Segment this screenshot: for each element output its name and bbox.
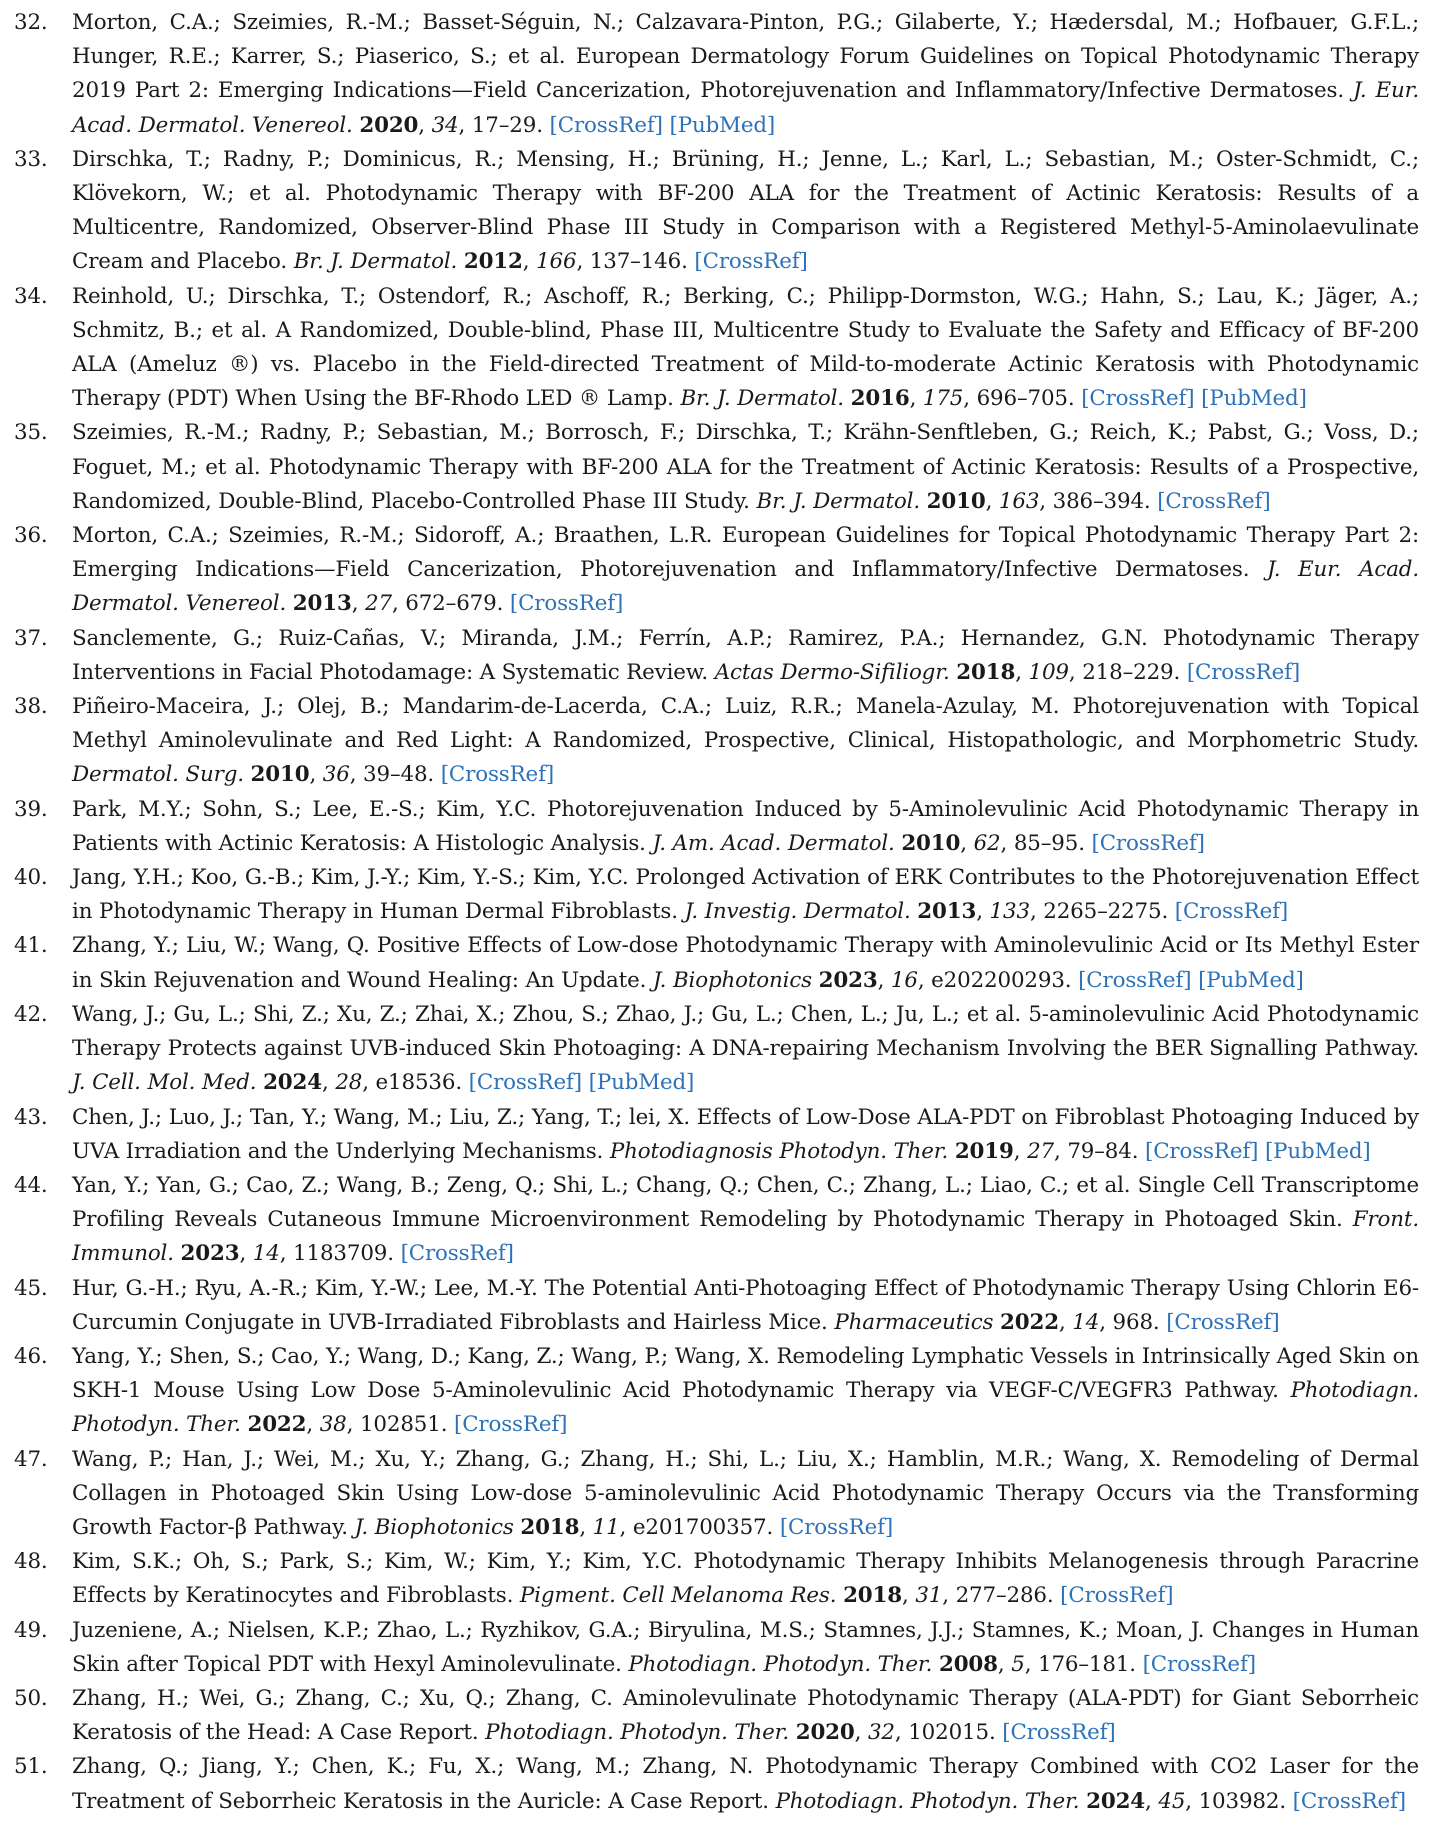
crossref-link[interactable]: [CrossRef] bbox=[1142, 1651, 1256, 1677]
volume: 31 bbox=[915, 1583, 943, 1609]
reference-list bbox=[14, 6, 1419, 1819]
reference-text: Kim, S.K.; Oh, S.; Park, S.; Kim, W.; Kim, Y.; Kim, Y.C. Photodynamic Therapy Inhibits Melanogenesis through Paracrine Effects by Keratinocytes and Fibroblasts. bbox=[72, 1549, 1419, 1609]
crossref-link[interactable]: [CrossRef] bbox=[454, 1412, 568, 1438]
reference-links bbox=[996, 1720, 1116, 1745]
crossref-link[interactable]: [CrossRef] bbox=[440, 762, 555, 788]
crossref-link[interactable]: [CrossRef] bbox=[779, 1514, 894, 1540]
publication-year: 2023 bbox=[180, 1241, 240, 1267]
reference-links bbox=[773, 1515, 893, 1540]
reference-links bbox=[688, 249, 808, 274]
reference-text: Jang, Y.H.; Koo, G.-B.; Kim, J.-Y.; Kim, Y.-S.; Kim, Y.C. Prolonged Activation of ERK Contributes to the Photorejuvenation Effect in Photodynamic Therapy in Human Dermal Fibroblasts. bbox=[72, 865, 1419, 925]
reference-number: 40. bbox=[14, 865, 48, 891]
journal-name: J. Eur. Acad. Dermatol. Venereol. bbox=[72, 78, 1419, 138]
crossref-link[interactable]: [CrossRef] bbox=[1145, 1138, 1259, 1164]
journal-name: Photodiagn. Photodyn. Ther. bbox=[485, 1720, 790, 1746]
journal-name: J. Cell. Mol. Med. bbox=[72, 1070, 257, 1096]
pages: 968. bbox=[1112, 1309, 1160, 1335]
reference-item bbox=[14, 280, 1419, 417]
crossref-link[interactable]: [CrossRef] bbox=[549, 112, 663, 138]
reference-number: 35. bbox=[14, 420, 48, 446]
reference-body: Wang, J.; Gu, L.; Shi, Z.; Xu, Z.; Zhai, X.; Zhou, S.; Zhao, J.; Gu, L.; Chen, L.; Ju, L.; et al. 5-aminolevulinic Acid Photodynamic Therapy Protects against UVB-induced Skin Photoaging: A DNA-repairing Mechanism Involving the BER Signalling Pathway. J. Cell. Mol. Med. 2024, 28, e18536. [CrossRef] [PubMed] bbox=[72, 1001, 1419, 1096]
pages: 696–705. bbox=[976, 386, 1075, 412]
journal-name: J. Investig. Dermatol. bbox=[684, 899, 911, 925]
reference-item bbox=[14, 1169, 1419, 1272]
reference-text: Dirschka, T.; Radny, P.; Dominicus, R.; Mensing, H.; Brüning, H.; Jenne, L.; Karl, L.; Sebastian, M.; Oster-Schmidt, C.; Klövekorn, W.; et al. Photodynamic Therapy with BF-200 ALA for the Treatment of Actinic Keratosis: Results of a Multicentre, Randomized, Observer-Blind Phase III Study in Comparison with a Registered Methyl-5-Aminolaevulinate Cream and Placebo. bbox=[72, 146, 1419, 275]
volume: 27 bbox=[1027, 1138, 1054, 1164]
reference-text: Sanclemente, G.; Ruiz-Cañas, V.; Miranda, J.M.; Ferrín, A.P.; Ramirez, P.A.; Hernandez, G.N. Photodynamic Therapy Interventions in Facial Photodamage: A Systematic Review. bbox=[72, 625, 1419, 685]
journal-name: Front. Immunol. bbox=[72, 1207, 1419, 1267]
reference-text: Hur, G.-H.; Ryu, A.-R.; Kim, Y.-W.; Lee, M.-Y. The Potential Anti-Photoaging Effect of Photodynamic Therapy Using Chlorin E6-Curcumin Conjugate in UVB-Irradiated Fibroblasts and Hairless Mice. bbox=[72, 1275, 1419, 1335]
pages: 102851. bbox=[359, 1412, 448, 1438]
reference-text: Wang, P.; Han, J.; Wei, M.; Xu, Y.; Zhang, G.; Zhang, H.; Shi, L.; Liu, X.; Hamblin, M.R.; Wang, X. Remodeling of Dermal Collagen in Photoaged Skin Using Low-dose 5-aminolevulinic Acid Photodynamic Therapy Occurs via the Transforming Growth Factor-β Pathway. bbox=[72, 1446, 1419, 1540]
reference-item bbox=[14, 929, 1419, 997]
publication-year: 2024 bbox=[1086, 1788, 1146, 1814]
crossref-link[interactable]: [CrossRef] bbox=[1060, 1583, 1174, 1609]
reference-links bbox=[1136, 1652, 1256, 1677]
reference-links bbox=[447, 1412, 567, 1437]
pubmed-link[interactable]: [PubMed] bbox=[1264, 1138, 1371, 1164]
reference-links bbox=[1286, 1789, 1406, 1814]
crossref-link[interactable]: [CrossRef] bbox=[1292, 1788, 1406, 1814]
journal-name: Pigment. Cell Melanoma Res. bbox=[519, 1583, 837, 1609]
reference-links bbox=[543, 113, 775, 138]
publication-year: 2013 bbox=[917, 899, 977, 925]
reference-body: Morton, C.A.; Szeimies, R.-M.; Basset-Séguin, N.; Calzavara-Pinton, P.G.; Gilaberte, Y.; Hædersdal, M.; Hofbauer, G.F.L.; Hunger, R.E.; Karrer, S.; Piaserico, S.; et al. European Dermatology Forum Guidelines on Topical Photodynamic Therapy 2019 Part 2: Emerging Indications—Field Cancerization, Photorejuvenation and Inflammatory/Infective Dermatoses. J. Eur. Acad. Dermatol. Venereol. 2020, 34, 17–29. [CrossRef] [PubMed] bbox=[72, 10, 1419, 138]
reference-body: Zhang, H.; Wei, G.; Zhang, C.; Xu, Q.; Zhang, C. Aminolevulinate Photodynamic Therapy (ALA-PDT) for Giant Seborrheic Keratosis of the Head: A Case Report. Photodiagn. Photodyn. Ther. 2020, 32, 102015. [CrossRef] bbox=[72, 1685, 1419, 1746]
journal-name: Br. J. Dermatol. bbox=[680, 386, 844, 412]
reference-text: Yang, Y.; Shen, S.; Cao, Y.; Wang, D.; Kang, Z.; Wang, P.; Wang, X. Remodeling Lymphatic Vessels in Intrinsically Aged Skin on SKH-1 Mouse Using Low Dose 5-Aminolevulinic Acid Photodynamic Therapy via VEGF-C/VEGFR3 Pathway. bbox=[72, 1343, 1419, 1404]
reference-number: 37. bbox=[14, 625, 48, 651]
crossref-link[interactable]: [CrossRef] bbox=[468, 1070, 582, 1096]
crossref-link[interactable]: [CrossRef] bbox=[1078, 967, 1192, 993]
reference-links bbox=[1054, 1583, 1174, 1608]
journal-name: Photodiagn. Photodyn. Ther. bbox=[775, 1788, 1080, 1814]
reference-item bbox=[14, 998, 1419, 1101]
reference-body: Jang, Y.H.; Koo, G.-B.; Kim, J.-Y.; Kim, Y.-S.; Kim, Y.C. Prolonged Activation of ERK Contributes to the Photorejuvenation Effect in Photodynamic Therapy in Human Dermal Fibroblasts. J. Investig. Dermatol. 2013, 133, 2265–2275. [CrossRef] bbox=[72, 865, 1419, 925]
reference-links bbox=[1151, 489, 1271, 514]
reference-number: 45. bbox=[14, 1275, 48, 1301]
publication-year: 2022 bbox=[247, 1412, 307, 1438]
volume: 166 bbox=[536, 249, 577, 275]
publication-year: 2012 bbox=[463, 249, 523, 275]
pages: 176–181. bbox=[1038, 1651, 1136, 1677]
journal-name: Pharmaceutics bbox=[834, 1309, 994, 1335]
volume: 163 bbox=[998, 488, 1040, 514]
reference-number: 50. bbox=[14, 1685, 48, 1711]
journal-name: J. Biophotonics bbox=[354, 1514, 514, 1540]
crossref-link[interactable]: [CrossRef] bbox=[1002, 1720, 1116, 1746]
crossref-link[interactable]: [CrossRef] bbox=[694, 249, 808, 275]
volume: 62 bbox=[973, 830, 1001, 856]
reference-item bbox=[14, 622, 1419, 690]
journal-name: Br. J. Dermatol. bbox=[756, 488, 920, 514]
pages: 386–394. bbox=[1052, 488, 1151, 514]
publication-year: 2010 bbox=[901, 830, 961, 856]
journal-name: Photodiagnosis Photodyn. Ther. bbox=[609, 1138, 949, 1164]
pubmed-link[interactable]: [PubMed] bbox=[588, 1070, 695, 1096]
reference-text: Piñeiro-Maceira, J.; Olej, B.; Mandarim-de-Lacerda, C.A.; Luiz, R.R.; Manela-Azulay, M. Photorejuvenation with Topical Methyl Aminolevulinate and Red Light: A Randomized, Prospective, Clinical, Histopathologic, and Morphometric Study. bbox=[72, 694, 1419, 754]
journal-name: J. Eur. Acad. Dermatol. Venereol. bbox=[72, 557, 1419, 617]
reference-body: Chen, J.; Luo, J.; Tan, Y.; Wang, M.; Liu, Z.; Yang, T.; lei, X. Effects of Low-Dose ALA-PDT on Fibroblast Photoaging Induced by UVA Irradiation and the Underlying Mechanisms. Photodiagnosis Photodyn. Ther. 2019, 27, 79–84. [CrossRef] [PubMed] bbox=[72, 1104, 1419, 1164]
publication-year: 2019 bbox=[954, 1138, 1014, 1164]
publication-year: 2020 bbox=[359, 112, 419, 138]
volume: 27 bbox=[365, 591, 392, 617]
pages: 218–229. bbox=[1082, 659, 1181, 685]
volume: 28 bbox=[335, 1070, 363, 1096]
publication-year: 2022 bbox=[1000, 1309, 1059, 1335]
volume: 16 bbox=[890, 967, 918, 993]
crossref-link[interactable]: [CrossRef] bbox=[509, 591, 624, 617]
reference-links bbox=[434, 762, 554, 787]
publication-year: 2023 bbox=[818, 967, 878, 993]
reference-number: 36. bbox=[14, 523, 48, 549]
reference-body: Yan, Y.; Yan, G.; Cao, Z.; Wang, B.; Zeng, Q.; Shi, L.; Chang, Q.; Chen, C.; Zhang, L.; Liao, C.; et al. Single Cell Transcriptome Profiling Reveals Cutaneous Immune Microenvironment Remodeling by Photodynamic Therapy in Photoaged Skin. Front. Immunol. 2023, 14, 1183709. [CrossRef] bbox=[72, 1172, 1419, 1267]
reference-number: 44. bbox=[14, 1172, 48, 1198]
reference-text: Wang, J.; Gu, L.; Shi, Z.; Xu, Z.; Zhai, X.; Zhou, S.; Zhao, J.; Gu, L.; Chen, L.; Ju, L.; et al. 5-aminolevulinic Acid Photodynamic Therapy Protects against UVB-induced Skin Photoaging: A DNA-repairing Mechanism Involving the BER Signalling Pathway. bbox=[72, 1001, 1419, 1062]
reference-item bbox=[14, 1443, 1419, 1546]
journal-name: Photodiagn. Photodyn. Ther. bbox=[72, 1378, 1419, 1438]
crossref-link[interactable]: [CrossRef] bbox=[1166, 1309, 1280, 1335]
reference-links bbox=[1075, 386, 1307, 411]
reference-body: Juzeniene, A.; Nielsen, K.P.; Zhao, L.; Ryzhikov, G.A.; Biryulina, M.S.; Stamnes, J.J.; Stamnes, K.; Moan, J. Changes in Human Skin after Topical PDT with Hexyl Aminolevulinate. Photodiagn. Photodyn. Ther. 2008, 5, 176–181. [CrossRef] bbox=[72, 1617, 1419, 1677]
reference-text: Morton, C.A.; Szeimies, R.-M.; Basset-Séguin, N.; Calzavara-Pinton, P.G.; Gilaberte, Y.; Hædersdal, M.; Hofbauer, G.F.L.; Hunger, R.E.; Karrer, S.; Piaserico, S.; et al. European Dermatology Forum Guidelines on Topical Photodynamic Therapy 2019 Part 2: Emerging Indications—Field Cancerization, Photorejuvenation and Inflammatory/Infective Dermatoses. bbox=[72, 10, 1419, 104]
reference-item bbox=[14, 1682, 1419, 1750]
pubmed-link[interactable]: [PubMed] bbox=[1201, 386, 1307, 412]
reference-number: 49. bbox=[14, 1617, 48, 1643]
reference-body: Morton, C.A.; Szeimies, R.-M.; Sidoroff, A.; Braathen, L.R. European Guidelines for Topical Photodynamic Therapy Part 2: Emerging Indications—Field Cancerization, Photorejuvenation and Inflammatory/Infective Dermatoses. J. Eur. Acad. Dermatol. Venereol. 2013, 27, 672–679. [CrossRef] bbox=[72, 523, 1419, 617]
volume: 109 bbox=[1028, 659, 1069, 685]
volume: 32 bbox=[867, 1720, 895, 1746]
reference-item bbox=[14, 1750, 1419, 1818]
reference-item bbox=[14, 690, 1419, 793]
publication-year: 2008 bbox=[938, 1651, 998, 1677]
volume: 34 bbox=[431, 112, 459, 138]
reference-body: Szeimies, R.-M.; Radny, P.; Sebastian, M.; Borrosch, F.; Dirschka, T.; Krähn-Senftleben, G.; Reich, K.; Pabst, G.; Voss, D.; Foguet, M.; et al. Photodynamic Therapy with BF-200 ALA for the Treatment of Actinic Keratosis: Results of a Prospective, Randomized, Double-Blind, Placebo-Controlled Phase III Study. Br. J. Dermatol. 2010, 163, 386–394. [CrossRef] bbox=[72, 420, 1419, 514]
volume: 45 bbox=[1158, 1788, 1186, 1814]
reference-item bbox=[14, 143, 1419, 280]
crossref-link[interactable]: [CrossRef] bbox=[1157, 488, 1271, 514]
reference-text: Szeimies, R.-M.; Radny, P.; Sebastian, M.; Borrosch, F.; Dirschka, T.; Krähn-Senftleben, G.; Reich, K.; Pabst, G.; Voss, D.; Foguet, M.; et al. Photodynamic Therapy with BF-200 ALA for the Treatment of Actinic Keratosis: Results of a Prospective, Randomized, Double-Blind, Placebo-Controlled Phase III Study. bbox=[72, 420, 1419, 514]
reference-number: 47. bbox=[14, 1446, 48, 1472]
reference-item bbox=[14, 1340, 1419, 1443]
reference-text: Zhang, Y.; Liu, W.; Wang, Q. Positive Effects of Low-dose Photodynamic Therapy with Aminolevulinic Acid or Its Methyl Ester in Skin Rejuvenation and Wound Healing: An Update. bbox=[72, 933, 1419, 993]
pages: 39–48. bbox=[363, 762, 435, 788]
volume: 11 bbox=[592, 1514, 620, 1540]
pages: 79–84. bbox=[1067, 1138, 1139, 1164]
publication-year: 2010 bbox=[250, 762, 310, 788]
crossref-link[interactable]: [CrossRef] bbox=[1091, 830, 1205, 856]
publication-year: 2018 bbox=[956, 659, 1016, 685]
pages: 85–95. bbox=[1013, 830, 1085, 856]
volume: 5 bbox=[1011, 1651, 1025, 1677]
crossref-link[interactable]: [CrossRef] bbox=[1174, 899, 1289, 925]
reference-text: Yan, Y.; Yan, G.; Cao, Z.; Wang, B.; Zeng, Q.; Shi, L.; Chang, Q.; Chen, C.; Zhang, L.; Liao, C.; et al. Single Cell Transcriptome Profiling Reveals Cutaneous Immune Microenvironment Remodeling by Photodynamic Therapy in Photoaged Skin. bbox=[72, 1172, 1419, 1233]
reference-links bbox=[1071, 968, 1303, 993]
reference-text: Park, M.Y.; Sohn, S.; Lee, E.-S.; Kim, Y.C. Photorejuvenation Induced by 5-Aminolevulinic Acid Photodynamic Therapy in Patients with Actinic Keratosis: A Histologic Analysis. bbox=[72, 796, 1419, 856]
reference-body: Reinhold, U.; Dirschka, T.; Ostendorf, R.; Aschoff, R.; Berking, C.; Philipp-Dormston, W.G.; Hahn, S.; Lau, K.; Jäger, A.; Schmitz, B.; et al. A Randomized, Double-blind, Phase III, Multicentre Study to Evaluate the Safety and Efficacy of BF-200 ALA (Ameluz ®) vs. Placebo in the Field-directed Treatment of Mild-to-moderate Actinic Keratosis with Photodynamic Therapy (PDT) When Using the BF-Rhodo LED ® Lamp. Br. J. Dermatol. 2016, 175, 696–705. [CrossRef] [PubMed] bbox=[72, 283, 1419, 412]
pages: 103982. bbox=[1198, 1788, 1286, 1814]
pages: e202200293. bbox=[931, 967, 1072, 993]
reference-item bbox=[14, 1614, 1419, 1682]
reference-body: Sanclemente, G.; Ruiz-Cañas, V.; Miranda, J.M.; Ferrín, A.P.; Ramirez, P.A.; Hernandez, G.N. Photodynamic Therapy Interventions in Facial Photodamage: A Systematic Review. Actas Dermo-Sifiliogr. 2018, 109, 218–229. [CrossRef] bbox=[72, 625, 1419, 685]
reference-links bbox=[394, 1241, 514, 1266]
reference-body: Hur, G.-H.; Ryu, A.-R.; Kim, Y.-W.; Lee, M.-Y. The Potential Anti-Photoaging Effect of Photodynamic Therapy Using Chlorin E6-Curcumin Conjugate in UVB-Irradiated Fibroblasts and Hairless Mice. Pharmaceutics 2022, 14, 968. [CrossRef] bbox=[72, 1275, 1419, 1335]
pages: 1183709. bbox=[293, 1241, 394, 1267]
reference-item bbox=[14, 861, 1419, 929]
pages: 277–286. bbox=[955, 1583, 1054, 1609]
volume: 175 bbox=[922, 386, 964, 412]
reference-body: Kim, S.K.; Oh, S.; Park, S.; Kim, W.; Kim, Y.; Kim, Y.C. Photodynamic Therapy Inhibits Melanogenesis through Paracrine Effects by Keratinocytes and Fibroblasts. Pigment. Cell Melanoma Res. 2018, 31, 277–286. [CrossRef] bbox=[72, 1549, 1419, 1609]
reference-number: 33. bbox=[14, 146, 48, 172]
publication-year: 2018 bbox=[520, 1514, 580, 1540]
journal-name: J. Biophotonics bbox=[652, 967, 813, 993]
journal-name: Photodiagn. Photodyn. Ther. bbox=[628, 1651, 933, 1677]
reference-number: 32. bbox=[14, 10, 48, 35]
reference-number: 38. bbox=[14, 694, 48, 720]
pages: e18536. bbox=[375, 1070, 463, 1096]
crossref-link[interactable]: [CrossRef] bbox=[400, 1241, 514, 1267]
publication-year: 2016 bbox=[850, 386, 910, 412]
reference-links bbox=[1160, 1310, 1280, 1335]
journal-name: Br. J. Dermatol. bbox=[293, 249, 458, 275]
pubmed-link[interactable]: [PubMed] bbox=[669, 112, 776, 138]
journal-name: Actas Dermo-Sifiliogr. bbox=[714, 659, 950, 685]
reference-number: 46. bbox=[14, 1343, 48, 1369]
pages: 137–146. bbox=[589, 249, 688, 275]
reference-links bbox=[1180, 660, 1300, 685]
reference-text: Juzeniene, A.; Nielsen, K.P.; Zhao, L.; Ryzhikov, G.A.; Biryulina, M.S.; Stamnes, J.J.; Stamnes, K.; Moan, J. Changes in Human Skin after Topical PDT with Hexyl Aminolevulinate. bbox=[72, 1617, 1419, 1677]
publication-year: 2020 bbox=[795, 1720, 855, 1746]
reference-body: Zhang, Y.; Liu, W.; Wang, Q. Positive Effects of Low-dose Photodynamic Therapy with Aminolevulinic Acid or Its Methyl Ester in Skin Rejuvenation and Wound Healing: An Update. J. Biophotonics 2023, 16, e202200293. [CrossRef] [PubMed] bbox=[72, 933, 1419, 993]
reference-body: Wang, P.; Han, J.; Wei, M.; Xu, Y.; Zhang, G.; Zhang, H.; Shi, L.; Liu, X.; Hamblin, M.R.; Wang, X. Remodeling of Dermal Collagen in Photoaged Skin Using Low-dose 5-aminolevulinic Acid Photodynamic Therapy Occurs via the Transforming Growth Factor-β Pathway. J. Biophotonics 2018, 11, e201700357. [CrossRef] bbox=[72, 1446, 1419, 1540]
volume: 36 bbox=[322, 762, 350, 788]
reference-body: Dirschka, T.; Radny, P.; Dominicus, R.; Mensing, H.; Brüning, H.; Jenne, L.; Karl, L.; Sebastian, M.; Oster-Schmidt, C.; Klövekorn, W.; et al. Photodynamic Therapy with BF-200 ALA for the Treatment of Actinic Keratosis: Results of a Multicentre, Randomized, Observer-Blind Phase III Study in Comparison with a Registered Methyl-5-Aminolaevulinate Cream and Placebo. Br. J. Dermatol. 2012, 166, 137–146. [CrossRef] bbox=[72, 146, 1419, 275]
publication-year: 2018 bbox=[843, 1583, 903, 1609]
volume: 133 bbox=[989, 899, 1030, 925]
pages: e201700357. bbox=[632, 1514, 774, 1540]
reference-number: 42. bbox=[14, 1001, 48, 1027]
pages: 2265–2275. bbox=[1043, 899, 1169, 925]
publication-year: 2013 bbox=[292, 591, 352, 617]
reference-item bbox=[14, 6, 1419, 143]
reference-item bbox=[14, 416, 1419, 519]
reference-body: Zhang, Q.; Jiang, Y.; Chen, K.; Fu, X.; Wang, M.; Zhang, N. Photodynamic Therapy Combined with CO2 Laser for the Treatment of Seborrheic Keratosis in the Auricle: A Case Report. Photodiagn. Photodyn. Ther. 2024, 45, 103982. [CrossRef] bbox=[72, 1754, 1419, 1814]
crossref-link[interactable]: [CrossRef] bbox=[1186, 659, 1301, 685]
reference-number: 43. bbox=[14, 1104, 48, 1130]
reference-links bbox=[1138, 1139, 1370, 1164]
reference-number: 41. bbox=[14, 933, 48, 959]
volume: 14 bbox=[252, 1241, 280, 1267]
reference-item bbox=[14, 1101, 1419, 1169]
pubmed-link[interactable]: [PubMed] bbox=[1198, 967, 1304, 993]
reference-links bbox=[503, 591, 623, 616]
reference-text: Chen, J.; Luo, J.; Tan, Y.; Wang, M.; Liu, Z.; Yang, T.; lei, X. Effects of Low-Dose ALA-PDT on Fibroblast Photoaging Induced by UVA Irradiation and the Underlying Mechanisms. bbox=[72, 1104, 1419, 1164]
reference-links bbox=[1168, 899, 1288, 924]
publication-year: 2010 bbox=[926, 488, 986, 514]
reference-text: Zhang, Q.; Jiang, Y.; Chen, K.; Fu, X.; Wang, M.; Zhang, N. Photodynamic Therapy Combined with CO2 Laser for the Treatment of Seborrheic Keratosis in the Auricle: A Case Report. bbox=[72, 1754, 1419, 1814]
reference-item bbox=[14, 519, 1419, 622]
reference-text: Zhang, H.; Wei, G.; Zhang, C.; Xu, Q.; Zhang, C. Aminolevulinate Photodynamic Therapy (ALA-PDT) for Giant Seborrheic Keratosis of the Head: A Case Report. bbox=[72, 1685, 1419, 1746]
reference-item bbox=[14, 793, 1419, 861]
volume: 14 bbox=[1072, 1309, 1100, 1335]
reference-number: 34. bbox=[14, 283, 48, 309]
reference-links bbox=[462, 1070, 694, 1095]
reference-text: Reinhold, U.; Dirschka, T.; Ostendorf, R.; Aschoff, R.; Berking, C.; Philipp-Dormston, W.G.; Hahn, S.; Lau, K.; Jäger, A.; Schmitz, B.; et al. A Randomized, Double-blind, Phase III, Multicentre Study to Evaluate the Safety and Efficacy of BF-200 ALA (Ameluz ®) vs. Placebo in the Field-directed Treatment of Mild-to-moderate Actinic Keratosis with Photodynamic Therapy (PDT) When Using the BF-Rhodo LED ® Lamp. bbox=[72, 283, 1419, 412]
crossref-link[interactable]: [CrossRef] bbox=[1081, 386, 1195, 412]
reference-item bbox=[14, 1272, 1419, 1340]
reference-number: 51. bbox=[14, 1754, 48, 1780]
pages: 102015. bbox=[908, 1720, 996, 1746]
reference-item bbox=[14, 1545, 1419, 1613]
reference-body: Park, M.Y.; Sohn, S.; Lee, E.-S.; Kim, Y.C. Photorejuvenation Induced by 5-Aminolevulinic Acid Photodynamic Therapy in Patients with Actinic Keratosis: A Histologic Analysis. J. Am. Acad. Dermatol. 2010, 62, 85–95. [CrossRef] bbox=[72, 796, 1419, 856]
pages: 17–29. bbox=[471, 112, 543, 138]
journal-name: J. Am. Acad. Dermatol. bbox=[652, 830, 895, 856]
reference-body: Piñeiro-Maceira, J.; Olej, B.; Mandarim-de-Lacerda, C.A.; Luiz, R.R.; Manela-Azulay, M. Photorejuvenation with Topical Methyl Aminolevulinate and Red Light: A Randomized, Prospective, Clinical, Histopathologic, and Morphometric Study. Dermatol. Surg. 2010, 36, 39–48. [CrossRef] bbox=[72, 694, 1419, 788]
reference-body: Yang, Y.; Shen, S.; Cao, Y.; Wang, D.; Kang, Z.; Wang, P.; Wang, X. Remodeling Lymphatic Vessels in Intrinsically Aged Skin on SKH-1 Mouse Using Low Dose 5-Aminolevulinic Acid Photodynamic Therapy via VEGF-C/VEGFR3 Pathway. Photodiagn. Photodyn. Ther. 2022, 38, 102851. [CrossRef] bbox=[72, 1343, 1419, 1438]
reference-number: 48. bbox=[14, 1549, 48, 1575]
reference-links bbox=[1085, 831, 1205, 856]
reference-text: Morton, C.A.; Szeimies, R.-M.; Sidoroff, A.; Braathen, L.R. European Guidelines for Topical Photodynamic Therapy Part 2: Emerging Indications—Field Cancerization, Photorejuvenation and Inflammatory/Infective Dermatoses. bbox=[72, 523, 1419, 583]
pages: 672–679. bbox=[405, 591, 504, 617]
reference-number: 39. bbox=[14, 796, 48, 822]
journal-name: Dermatol. Surg. bbox=[72, 762, 244, 788]
volume: 38 bbox=[319, 1412, 347, 1438]
publication-year: 2024 bbox=[263, 1070, 322, 1096]
